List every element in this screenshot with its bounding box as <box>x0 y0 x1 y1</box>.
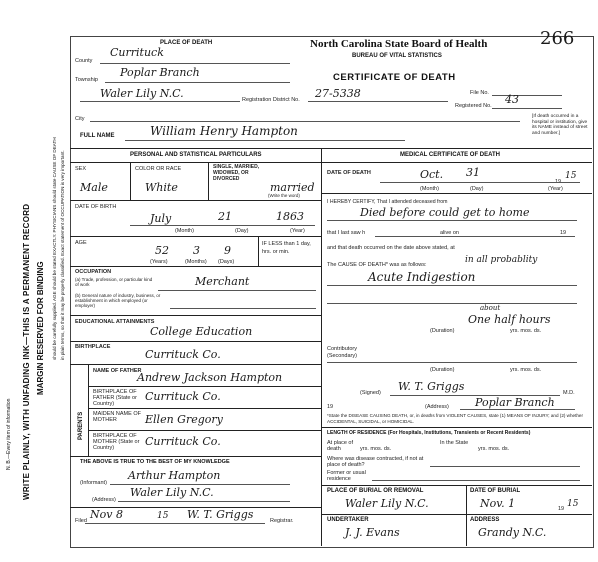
education-label: EDUCATIONAL ATTAINMENTS <box>75 319 155 325</box>
color-label: COLOR OR RACE <box>135 166 182 172</box>
dob-year: 1863 <box>276 210 304 223</box>
duration-value: One half hours <box>468 313 551 326</box>
alive-label: alive on <box>440 230 459 236</box>
date-of-death-year: 15 <box>565 171 577 181</box>
registrar-label: Registrar. <box>270 518 294 524</box>
full-name-label: FULL NAME <box>80 133 115 139</box>
burial-date-title: DATE OF BURIAL <box>470 488 521 494</box>
date-of-death-month: Oct. <box>420 168 444 181</box>
cause-label: The CAUSE OF DEATH* was as follows: <box>327 262 427 268</box>
cause-value: Acute Indigestion <box>368 270 476 284</box>
margin-note-1: N. B.—Every item of information <box>6 398 12 470</box>
occupation-value: Merchant <box>195 275 250 288</box>
hospital-note: [If death occurred in a hospital or institution, give its NAME instead of street and number.] <box>532 114 588 136</box>
dob-month-label: (Month) <box>175 228 194 234</box>
undertaker-value: J. J. Evans <box>345 526 400 539</box>
board-title: North Carolina State Board of Health <box>310 38 488 50</box>
mother-birthplace-value: Currituck Co. <box>145 435 221 448</box>
cause-prefix: in all probablity <box>465 255 538 265</box>
filed-value: Nov 8 <box>90 508 123 521</box>
dob-day-label: (Day) <box>235 228 249 234</box>
county-label: County <box>75 58 93 64</box>
father-name-label: NAME OF FATHER <box>93 368 142 374</box>
dob-month: July <box>150 212 172 225</box>
burial-year: 15 <box>567 499 579 509</box>
undertaker-address-title: ADDRESS <box>470 517 500 523</box>
informant-value: Arthur Hampton <box>128 469 221 482</box>
birthplace-value: Currituck Co. <box>145 348 221 361</box>
certify-text: I HEREBY CERTIFY, That I attended deceased from <box>327 199 448 205</box>
bureau: BUREAU OF VITAL STATISTICS <box>352 53 442 59</box>
education-value: College Education <box>150 325 253 338</box>
last-saw-label: that I last saw h <box>327 230 366 236</box>
age-months-label: (Months) <box>185 259 207 265</box>
father-name-value: Andrew Jackson Hampton <box>137 371 283 384</box>
dob-label: DATE OF BIRTH <box>75 204 117 210</box>
sex-label: SEX <box>75 166 87 172</box>
occupation-note: (a) Trade, profession, or particular kind of work <box>75 277 153 287</box>
occupation-note-2: (b) General nature of industry, business, or establishment in which employed (or employer) <box>75 293 161 308</box>
father-birthplace-value: Currituck Co. <box>145 390 221 403</box>
age-label: AGE <box>75 240 87 246</box>
residence-title: LENGTH OF RESIDENCE (For Hospitals, Institutions, Transients or Recent Residents) <box>327 430 531 436</box>
undertaker-title: UNDERTAKER <box>327 517 369 523</box>
undertaker-address-value: Grandy N.C. <box>478 526 547 539</box>
registered-no-label: Registered No. <box>455 103 492 109</box>
age-months: 3 <box>193 244 200 257</box>
dob-day: 21 <box>218 210 232 223</box>
informant-address-value: Waler Lily N.C. <box>130 486 214 499</box>
age-years: 52 <box>155 244 169 257</box>
place-of-death-label: PLACE OF DEATH <box>160 40 213 46</box>
mother-name-value: Ellen Gregory <box>145 413 223 426</box>
registrar-signature: W. T. Griggs <box>187 508 254 521</box>
informant-title: THE ABOVE IS TRUE TO THE BEST OF MY KNOWLEDGE <box>80 459 230 465</box>
occupation-label: OCCUPATION <box>75 269 112 275</box>
burial-place-title: PLACE OF BURIAL OR REMOVAL <box>327 488 424 494</box>
registered-no-value: 43 <box>505 93 519 106</box>
cause-footnote: *State the DISEASE CAUSING DEATH, or, in deaths from VIOLENT CAUSES, state (1) MEANS OF INJURY; and (2) whether ACCIDENTAL, SUICIDAL, or HOMICIDAL. <box>327 413 584 424</box>
township-label: Township <box>75 77 98 83</box>
duration-label: (Duration) <box>430 328 455 334</box>
signed-value: W. T. Griggs <box>398 380 465 393</box>
city-label: City <box>75 116 85 122</box>
date-of-death-day: 31 <box>466 166 480 179</box>
birthplace-label: BIRTHPLACE <box>75 344 111 350</box>
age-less-label: IF LESS than 1 day, hrs. or min. <box>262 241 311 255</box>
in-state-label: In the State <box>440 440 469 446</box>
personal-section-title: PERSONAL AND STATISTICAL PARTICULARS <box>130 152 262 158</box>
medical-address-value: Poplar Branch <box>475 396 555 409</box>
medical-section-title: MEDICAL CERTIFICATE OF DEATH <box>400 152 500 158</box>
age-days: 9 <box>224 244 231 257</box>
parents-label: PARENTS <box>78 411 84 440</box>
burial-place-value: Waler Lily N.C. <box>345 497 429 510</box>
file-no-label: File No. <box>470 90 489 96</box>
township-value: Poplar Branch <box>120 66 200 79</box>
age-days-label: (Days) <box>218 259 235 265</box>
father-birthplace-label: BIRTHPLACE OF FATHER (State or Country) <box>93 389 137 407</box>
sex-value: Male <box>80 181 108 194</box>
mother-name-label: MAIDEN NAME OF MOTHER <box>93 411 141 423</box>
marital-note: (Write the word) <box>268 193 300 198</box>
former-residence-label: Former or usual residence <box>327 470 366 482</box>
contracted-label: Where was disease contracted, if not at place of death? <box>327 456 424 468</box>
stamp-number: 266 <box>540 28 575 49</box>
date-of-death-label: DATE OF DEATH <box>327 170 371 176</box>
medical-date-line: 19 <box>327 404 334 410</box>
registration-district-value: 27-5338 <box>315 87 361 100</box>
filed-year: 15 <box>157 511 169 521</box>
color-value: White <box>145 181 178 194</box>
county-value: Currituck <box>110 46 164 59</box>
duration-prefix: about <box>480 304 501 312</box>
margin-note-2: should be carefully supplied. AGE should be stated EXACTLY. PHYSICIANS should state CAUSE OF DEATH <box>52 137 57 360</box>
signed-label: (Signed) <box>360 390 381 396</box>
full-name-value: William Henry Hampton <box>150 124 298 138</box>
contributory-label: Contributory <box>327 346 357 352</box>
age-years-label: (Years) <box>150 259 168 265</box>
margin-binding: MARGIN RESERVED FOR BINDING <box>36 261 45 395</box>
md-label: M.D. <box>563 390 575 396</box>
dob-year-label: (Year) <box>290 228 305 234</box>
informant-address-label: (Address) <box>92 497 116 503</box>
marital-value: married <box>270 181 315 194</box>
at-place-label: At place of death <box>327 440 353 452</box>
registration-district-label: Registration District No. <box>242 97 300 103</box>
informant-label: (Informant) <box>80 480 107 486</box>
burial-date-value: Nov. 1 <box>480 497 516 510</box>
medical-address-label: (Address) <box>425 404 449 410</box>
margin-note-3: in plain terms, so that it may be properly classified. Exact statement of OCCUPATION is very important. <box>60 150 65 360</box>
attended-value: Died before could get to home <box>360 206 530 219</box>
margin-ink-warning: WRITE PLAINLY, WITH UNFADING INK—THIS IS A PERMANENT RECORD <box>22 203 31 500</box>
certificate-title: CERTIFICATE OF DEATH <box>333 72 456 83</box>
village-value: Waler Lily N.C. <box>100 87 184 100</box>
marital-label: SINGLE, MARRIED, WIDOWED, OR DIVORCED <box>213 164 260 182</box>
secondary-label: (Secondary) <box>327 353 357 359</box>
mother-birthplace-label: BIRTHPLACE OF MOTHER (State or Country) <box>93 433 140 451</box>
filed-label: Filed <box>75 518 87 524</box>
death-occurred-label: and that death occurred on the date above stated, at <box>327 245 455 251</box>
